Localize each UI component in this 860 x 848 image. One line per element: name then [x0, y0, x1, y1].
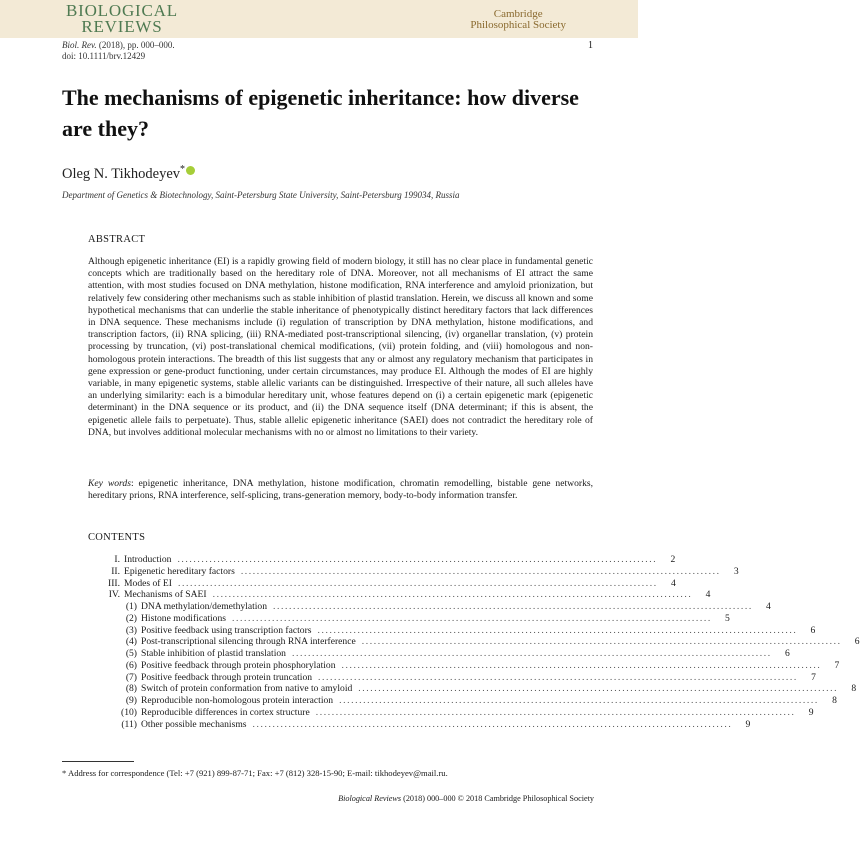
toc-entry-number: (11) — [121, 718, 137, 730]
society-logo-line2: Philosophical Society — [470, 19, 566, 31]
toc-entry-number: IV. — [108, 589, 120, 601]
toc-entry-page: 6 — [810, 624, 816, 636]
toc-entry-title: Positive feedback using transcription factors — [141, 624, 312, 636]
toc-entry-page: 8 — [851, 683, 857, 695]
toc-leader-dots: ........................................................................................................................ — [339, 695, 819, 706]
toc-entry[interactable] — [88, 683, 857, 695]
footer-details: (2018) 000–000 © 2018 Cambridge Philosophical Society — [403, 794, 594, 803]
toc-leader-dots: ........................................................................................................................ — [318, 671, 798, 683]
running-footer — [338, 794, 594, 803]
toc-leader-dots: ........................................................................................................................ — [177, 554, 658, 565]
abstract-text: Although epigenetic inheritance (EI) is a rapidly growing field of modern biology, it still has no clear place in fundamental genetic concepts which are traditionally based on the hereditary role of DNA. Moreover, not all mechanisms of EI attract the same attention, with most studies focused on DNA methylation, histone modification, RNA interference and amyloid prionization, but relatively few considering other mechanisms such as stable inhibition of plastid translation. Herein, we discuss all known and some hypothetical mechanisms that can underlie the stable inheritance of phenotypically distinct hereditary factors that lack differences in DNA sequence. These mechanisms include (i) regulation of transcription by DNA methylation, histone modifications, and transcription factors, (ii) RNA splicing, (iii) RNA-mediated post-transcriptional silencing, (iv) organellar translation, (v) protein processing by truncation, (vi) post-translational chemical modifications, (vii) protein folding, and (viii) homologous and non-homologous protein interactions. The breadth of this list suggests that any or almost any regulatory mechanism that participates in gene expression or gene-product functioning, under certain circumstances, may produce EI. Although the modes of EI are highly variable, in many epigenetic systems, stable allelic variants can be distinguished. Irrespective of their nature, all such alleles have an underlying similarity: each is a bimodular hereditary unit, whose features depend on (i) a certain epigenetic mark (epigenetic determinant) in the DNA sequence or its product, and (ii) the DNA sequence itself (DNA determinant; if this is absent, the epigenetic allele fails to perpetuate). Thus, stable allelic epigenetic inheritance (SAEI) does not contradict the hereditary role of DNA, but involves additional molecular mechanisms with no or almost no limitations to their variety. — [88, 256, 593, 438]
toc-entry-number: (6) — [125, 659, 137, 671]
toc-entry-number: (8) — [125, 683, 137, 695]
toc-entry-page: 3 — [733, 565, 739, 577]
article-title: The mechanisms of epigenetic inheritance: how diverse are they? — [62, 85, 579, 141]
toc-entry[interactable] — [88, 648, 790, 660]
toc-entry[interactable] — [88, 671, 816, 684]
toc-entry-title: Epigenetic hereditary factors — [124, 565, 235, 577]
citation-details: (2018), pp. 000–000. — [98, 40, 175, 50]
footnote-mark: * — [62, 768, 67, 778]
footer-journal: Biological Reviews — [338, 794, 402, 803]
toc-entry-page: 2 — [670, 554, 676, 565]
footnote-text: Address for correspondence (Tel: +7 (921) 899-87-71; Fax: +7 (812) 328-15-90; E-mail: tikhodeyev@mail.ru. — [67, 768, 448, 778]
toc-entry-page: 7 — [811, 671, 816, 683]
toc-entry-number: (9) — [125, 695, 137, 706]
journal-logo — [66, 3, 178, 35]
toc-entry-page: 9 — [745, 718, 751, 730]
toc-entry-title: Stable inhibition of plastid translation — [141, 648, 286, 659]
toc-entry-number: (1) — [125, 601, 137, 612]
toc-entry-title: Introduction — [124, 554, 172, 565]
toc-entry[interactable] — [88, 624, 816, 637]
toc-entry-page: 4 — [766, 601, 771, 612]
toc-entry-number: (7) — [125, 671, 137, 683]
toc-entry[interactable] — [88, 554, 676, 566]
toc-entry-title: Positive feedback through protein truncation — [141, 671, 313, 683]
journal-logo-line2: REVIEWS — [81, 17, 163, 36]
toc-entry[interactable] — [88, 636, 860, 648]
toc-leader-dots: ........................................................................................................................ — [252, 718, 733, 730]
toc-leader-dots: ........................................................................................................................ — [240, 565, 721, 577]
toc-leader-dots: ........................................................................................................................ — [177, 577, 658, 589]
toc-leader-dots: ........................................................................................................................ — [232, 612, 712, 624]
page-number: 1 — [588, 40, 593, 51]
author-asterisk: * — [180, 164, 186, 175]
toc-leader-dots: ........................................................................................................................ — [361, 636, 842, 648]
toc-entry-number: (2) — [125, 612, 137, 624]
toc-leader-dots: ........................................................................................................................ — [291, 648, 772, 659]
toc-entry-title: Mechanisms of SAEI — [124, 589, 207, 601]
toc-entry[interactable] — [88, 718, 751, 731]
toc-leader-dots: ........................................................................................................................ — [358, 683, 839, 695]
toc-leader-dots: ........................................................................................................................ — [212, 589, 693, 601]
toc-entry[interactable] — [88, 695, 837, 707]
orcid-icon[interactable] — [186, 166, 195, 175]
toc-entry-number: I. — [114, 554, 120, 565]
footnote-rule — [62, 761, 134, 762]
toc-leader-dots: ........................................................................................................................ — [315, 706, 796, 718]
toc-leader-dots: ........................................................................................................................ — [317, 624, 798, 636]
toc-entry-page: 4 — [705, 589, 711, 601]
toc-leader-dots: ........................................................................................................................ — [341, 659, 822, 671]
toc-entry-page: 7 — [834, 659, 840, 671]
doi-link[interactable]: doi: 10.1111/brv.12429 — [62, 51, 146, 61]
toc-entry-number: (4) — [125, 636, 137, 648]
toc-entry-page: 8 — [832, 695, 837, 706]
citation — [62, 40, 175, 62]
toc-entry-title: Other possible mechanisms — [141, 718, 247, 730]
society-logo-line1: Cambridge — [493, 8, 543, 20]
toc-entry-number: III. — [108, 577, 120, 589]
keywords-label: Key words — [88, 478, 131, 489]
toc-entry-title: Positive feedback through protein phosphorylation — [141, 659, 336, 671]
toc-entry[interactable] — [88, 706, 814, 719]
keywords — [88, 478, 593, 502]
toc-entry-title: Modes of EI — [124, 577, 172, 589]
society-logo — [470, 9, 566, 31]
toc-entry-page: 6 — [784, 648, 790, 659]
journal-logo-line1: BIOLOGICAL — [66, 1, 178, 20]
toc-entry-page: 9 — [808, 706, 814, 718]
author-name[interactable]: Oleg N. Tikhodeyev — [62, 166, 181, 182]
toc-entry-number: (3) — [125, 624, 137, 636]
toc-leader-dots: ........................................................................................................................ — [273, 601, 753, 612]
toc-entry-page: 6 — [854, 636, 860, 648]
footnote — [62, 768, 448, 778]
toc-entry[interactable] — [88, 589, 711, 601]
author-line — [62, 166, 195, 183]
toc-entry-number: (10) — [121, 706, 137, 718]
toc-entry[interactable] — [88, 601, 771, 613]
table-of-contents — [88, 554, 860, 730]
contents-heading: CONTENTS — [88, 532, 146, 543]
abstract-heading: ABSTRACT — [88, 234, 146, 245]
toc-entry[interactable] — [88, 612, 730, 625]
keywords-text: : epigenetic inheritance, DNA methylation, histone modification, chromatin remodelling, bistable gene networks, hereditary prions, RNA interference, self-splicing, trans-generation memory, body-to-body information transfer. — [88, 478, 593, 502]
toc-entry[interactable] — [88, 659, 840, 672]
toc-entry-page: 4 — [670, 577, 676, 589]
toc-entry-title: Reproducible non-homologous protein interaction — [141, 695, 334, 706]
toc-entry-title: Histone modifications — [141, 612, 226, 624]
toc-entry-page: 5 — [725, 612, 730, 624]
toc-entry-title: Switch of protein conformation from native to amyloid — [141, 683, 353, 695]
toc-entry-title: Post-transcriptional silencing through RNA interference — [141, 636, 356, 648]
toc-entry[interactable] — [88, 565, 739, 578]
toc-entry-number: II. — [111, 565, 120, 577]
toc-entry-title: DNA methylation/demethylation — [141, 601, 268, 612]
citation-journal: Biol. Rev. — [62, 40, 97, 50]
affiliation: Department of Genetics & Biotechnology, Saint-Petersburg State University, Saint-Petersburg 199034, Russia — [62, 190, 460, 200]
toc-entry-title: Reproducible differences in cortex structure — [141, 706, 310, 718]
toc-entry[interactable] — [88, 577, 676, 590]
toc-entry-number: (5) — [125, 648, 137, 659]
